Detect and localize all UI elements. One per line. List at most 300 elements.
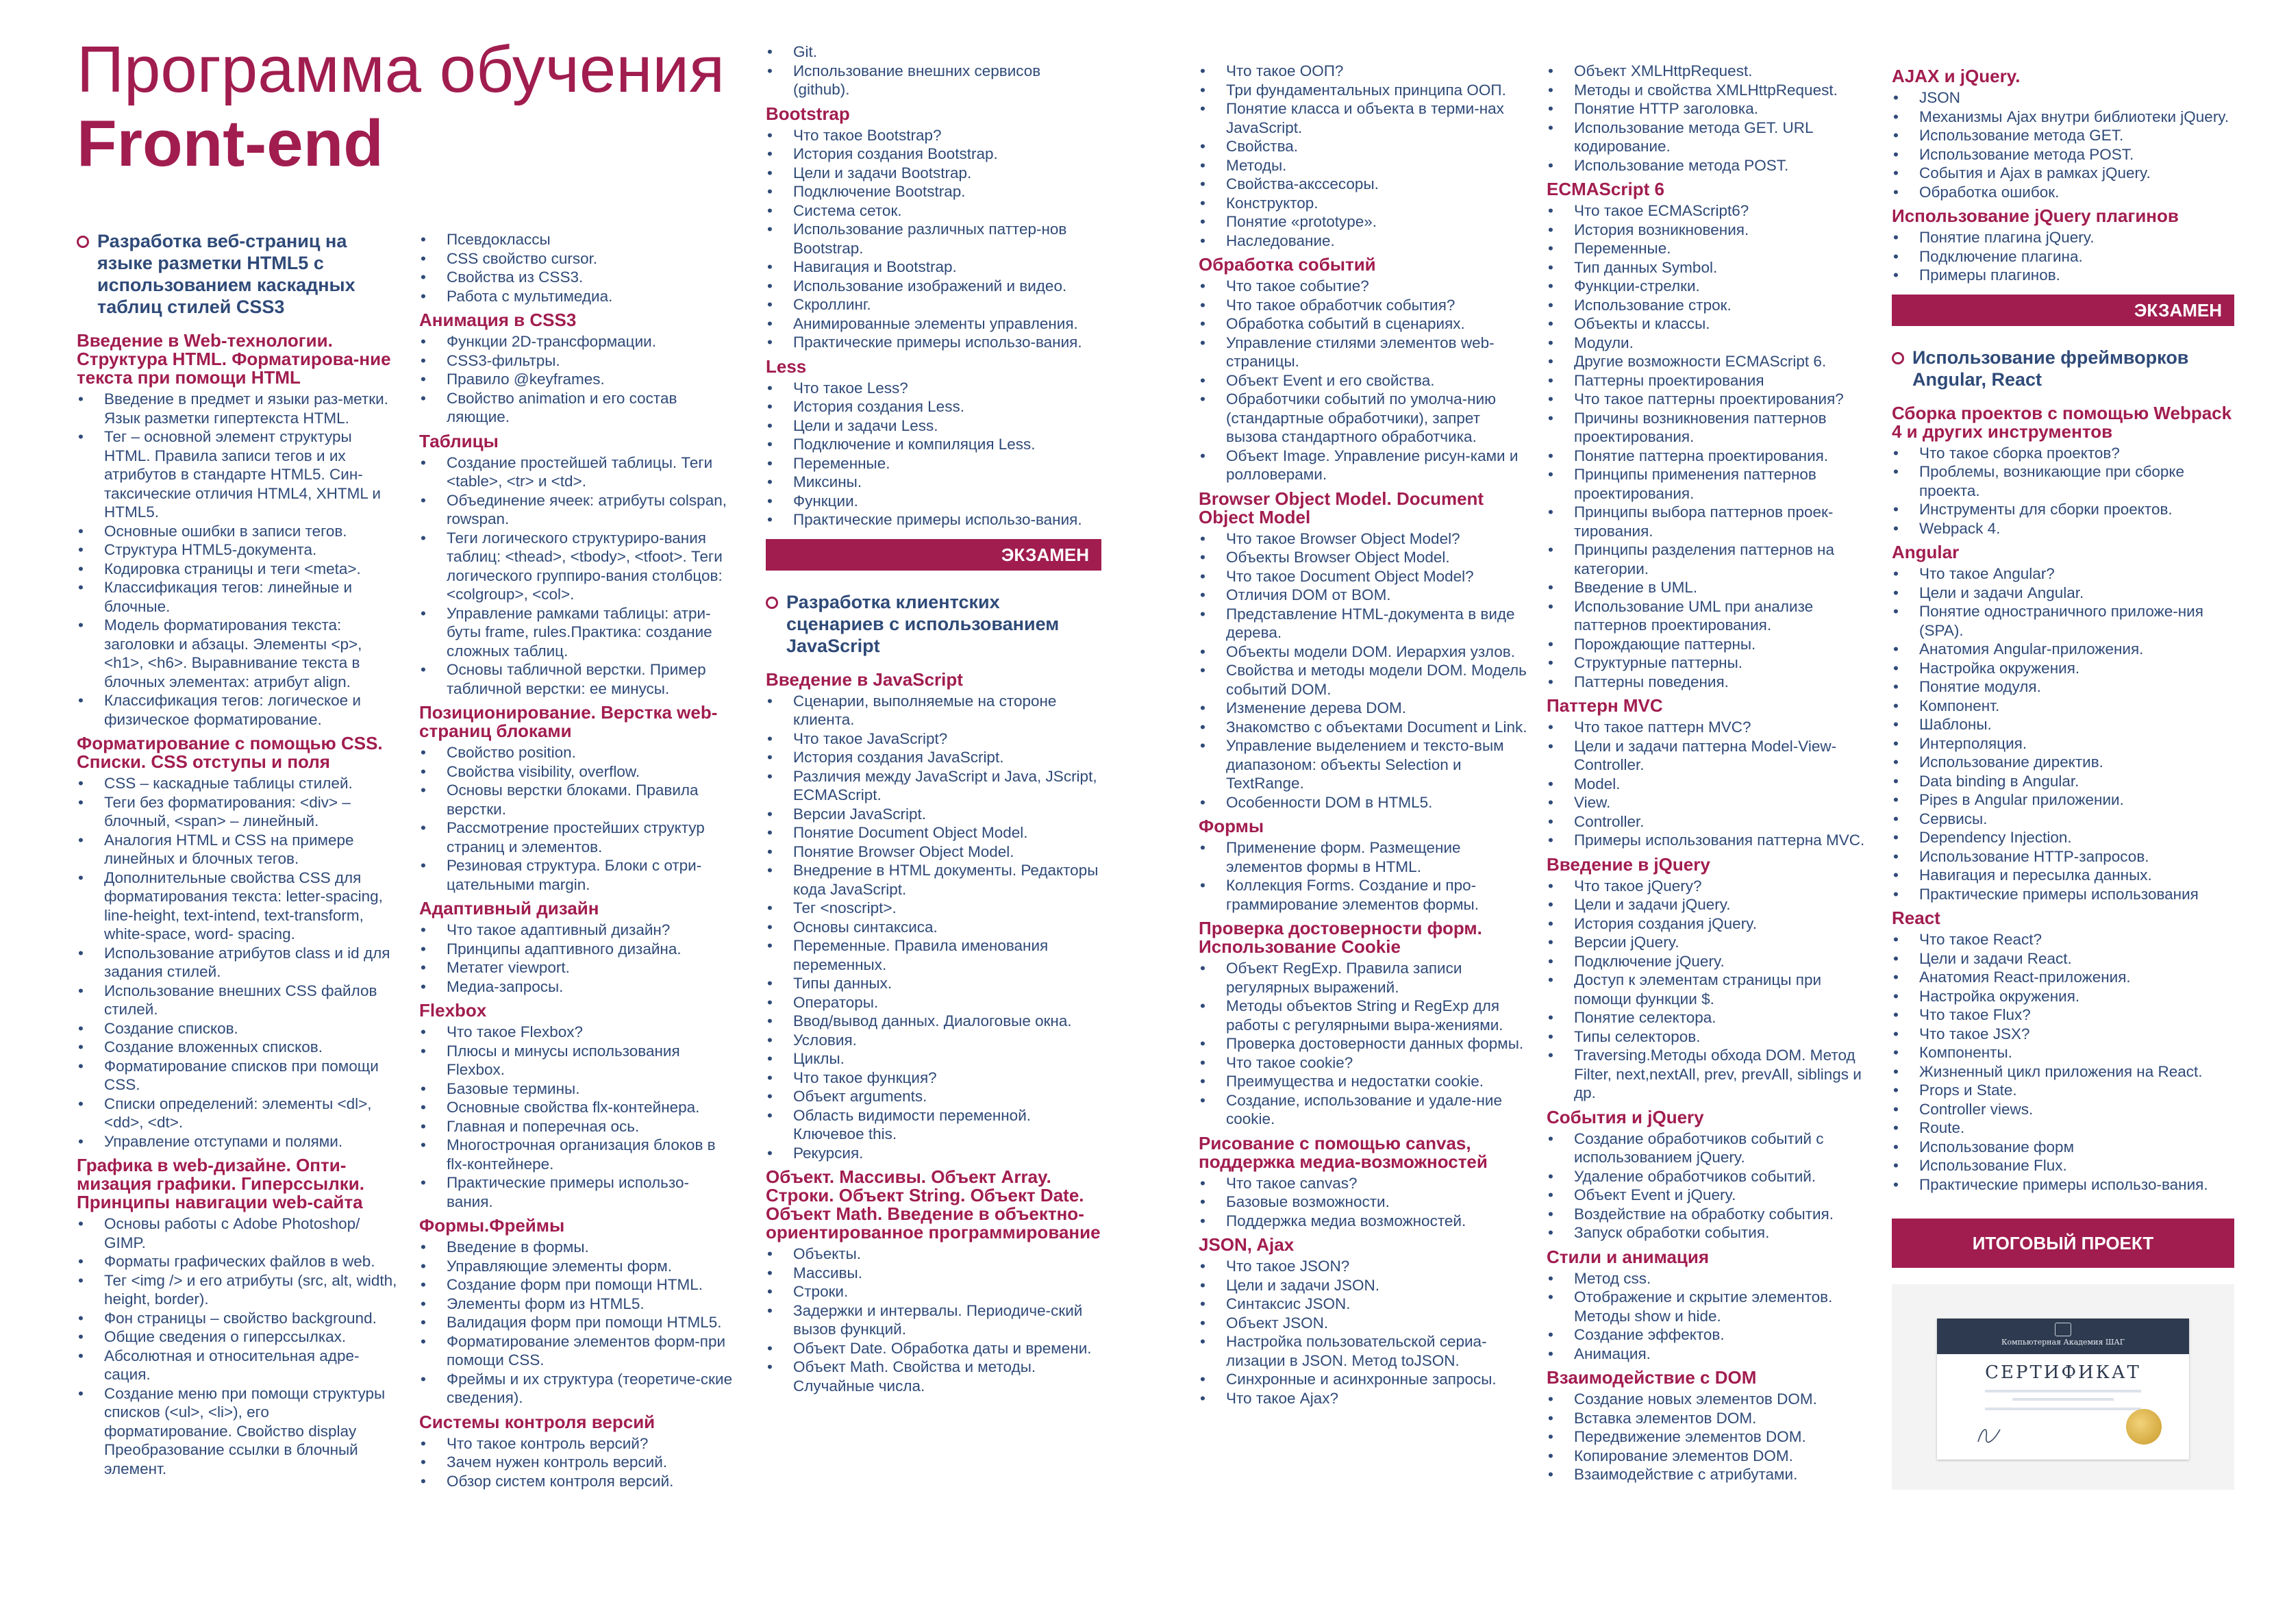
section-title: Таблицы — [419, 430, 499, 451]
section-title: Рисование с помощью canvas, поддержка медиа-возможностей — [1199, 1132, 1488, 1172]
topic-item: • Медиа-запросы. — [419, 977, 734, 997]
topic-item: • Методы. — [1199, 156, 1534, 175]
topic-item: • Model. — [1547, 775, 1882, 794]
topic-list — [419, 1434, 734, 1491]
topic-item: • Свойства и методы модели DOM. Модель событий DOM. — [1199, 661, 1534, 699]
topic-item: • Что такое Document Object Model? — [1199, 567, 1534, 586]
topic-item: • Что такое JavaScript? — [766, 729, 1101, 749]
topic-item: • Controller views. — [1892, 1100, 2234, 1119]
certificate-heading: СЕРТИФИКАТ — [1985, 1362, 2141, 1383]
topic-item: • Шаблоны. — [1892, 715, 2234, 734]
section-title: Графика в web-дизайне. Опти-мизация графики. Гиперссылки. Принципы навигации web-сайта — [77, 1155, 364, 1212]
section-title: Введение в jQuery — [1547, 853, 1710, 875]
topic-item: • История создания Bootstrap. — [766, 145, 1101, 164]
topic-list — [77, 1214, 399, 1478]
certificate-academy: Компьютерная Академия ШАГ — [2001, 1338, 2125, 1347]
topic-list — [1892, 228, 2234, 285]
topic-item: • Механизмы Ajax внутри библиотеки jQuery. — [1892, 108, 2234, 127]
topic-list — [419, 230, 734, 305]
topic-item: • Принципы разделения паттернов на категории. — [1547, 540, 1882, 578]
topic-item: • Вставка элементов DOM. — [1547, 1409, 1882, 1428]
topic-item: • Цели и задачи jQuery. — [1547, 895, 1882, 914]
topic-item: • Основные ошибки в записи тегов. — [77, 522, 399, 541]
topic-item: • Цели и задачи Less. — [766, 416, 1101, 436]
module-frameworks-title: Использование фреймворков Angular, React — [1892, 347, 2234, 390]
topic-item: • Запуск обработки события. — [1547, 1223, 1882, 1242]
topic-item: • Переменные. — [766, 454, 1101, 473]
topic-item: • История создания jQuery. — [1547, 914, 1882, 934]
topic-item: • Внедрение в HTML документы. Редакторы кода JavaScript. — [766, 861, 1101, 899]
topic-item: • Что такое сборка проектов? — [1892, 444, 2234, 463]
topic-item: • Использование Flux. — [1892, 1156, 2234, 1175]
topic-item: • История создания JavaScript. — [766, 748, 1101, 767]
topic-item: • Использование атрибутов class и id для задания стилей. — [77, 944, 399, 982]
topic-item: • Примеры плагинов. — [1892, 266, 2234, 285]
topic-item: • Создание новых элементов DOM. — [1547, 1390, 1882, 1409]
topic-item: • Наследование. — [1199, 232, 1534, 251]
topic-item: • Тег <noscript>. — [766, 899, 1101, 918]
topic-list — [1547, 877, 1882, 1103]
topic-item: • Навигация и Bootstrap. — [766, 258, 1101, 277]
topic-list — [419, 1238, 734, 1408]
topic-item: • Инструменты для сборки проектов. — [1892, 500, 2234, 519]
topic-item: • Использование UML при анализе паттернов проектирования. — [1547, 597, 1882, 635]
topic-item: • Что такое React? — [1892, 930, 2234, 949]
topic-item: • Компонент. — [1892, 697, 2234, 716]
topic-item: • Dependency Injection. — [1892, 828, 2234, 847]
topic-list — [1199, 959, 1534, 1129]
topic-item: • Что такое ECMAScript6? — [1547, 201, 1882, 221]
topic-item: • Псевдоклассы — [419, 230, 734, 249]
topic-list — [1547, 718, 1882, 850]
topic-item: • Тип данных Symbol. — [1547, 258, 1882, 277]
section-title: Паттерн MVC — [1547, 695, 1663, 716]
topic-item: • Задержки и интервалы. Периодиче-ский вызов функций. — [766, 1301, 1101, 1339]
topic-item: • Понятие HTTP заголовка. — [1547, 99, 1882, 118]
column-6 — [1892, 62, 2234, 1490]
topic-item: • Практические примеры использования — [1892, 885, 2234, 904]
topic-item: • Работа с мультимедиа. — [419, 287, 734, 306]
topic-item: • Понятие «prototype». — [1199, 212, 1534, 232]
topic-item: • Объект Math. Свойства и методы. Случайные числа. — [766, 1358, 1101, 1395]
topic-item: • Controller. — [1547, 812, 1882, 832]
topic-item: • Сервисы. — [1892, 810, 2234, 829]
topic-item: • Теги без форматирования: <div> – блочный, <span> – линейный. — [77, 793, 399, 831]
topic-item: • Списки определений: элементы <dl>, <dd>, <dt>. — [77, 1095, 399, 1132]
topic-item: • Основы верстки блоками. Правила верстки. — [419, 781, 734, 819]
topic-item: • Форматирование элементов форм-при помощи CSS. — [419, 1332, 734, 1370]
topic-item: • Что такое JSON? — [1199, 1257, 1534, 1276]
topic-item: • Знакомство с объектами Document и Link. — [1199, 718, 1534, 737]
topic-item: • Главная и поперечная ось. — [419, 1117, 734, 1136]
section-title: Позиционирование. Верстка web-страниц блоками — [419, 702, 718, 741]
section-title: Формы — [1199, 816, 1264, 836]
topic-item: • Props и State. — [1892, 1081, 2234, 1100]
column-4 — [1199, 62, 1534, 1412]
topic-list — [1892, 88, 2234, 201]
section-title: Системы контроля версий — [419, 1411, 655, 1432]
topic-item: • Настройка окружения. — [1892, 659, 2234, 678]
topic-item: • Подключение и компиляция Less. — [766, 435, 1101, 454]
gold-seal-icon — [2126, 1409, 2162, 1445]
topic-item: • Объект Date. Обработка даты и времени. — [766, 1339, 1101, 1358]
topic-item: • Объект Event и jQuery. — [1547, 1186, 1882, 1205]
topic-item: • Создание простейшей таблицы. Теги <table>, <tr> и <td>. — [419, 453, 734, 491]
topic-item: • Принципы применения паттернов проектирования. — [1547, 465, 1882, 503]
topic-list — [419, 1023, 734, 1211]
topic-item: • Создание форм при помощи HTML. — [419, 1275, 734, 1295]
section-title: Less — [766, 355, 807, 377]
exam-bar: ЭКЗАМЕН — [1892, 295, 2234, 326]
topic-item: • Поддержка медиа возможностей. — [1199, 1212, 1534, 1231]
topic-item: • Скроллинг. — [766, 295, 1101, 314]
module-javascript-title: Разработка клиентских сценариев с использованием JavaScript — [766, 591, 1101, 657]
topic-item: • Использование изображений и видео. — [766, 277, 1101, 296]
topic-item: • Массивы. — [766, 1264, 1101, 1283]
section-title: React — [1892, 908, 1940, 928]
topic-item: • Проблемы, возникающие при сборке проекта. — [1892, 462, 2234, 500]
topic-item: • Что такое Flexbox? — [419, 1023, 734, 1042]
topic-item: • Создание списков. — [77, 1019, 399, 1038]
certificate-header — [1937, 1319, 2189, 1354]
topic-list — [766, 42, 1101, 99]
topic-item: • Функции-стрелки. — [1547, 277, 1882, 296]
topic-item: • Что такое canvas? — [1199, 1174, 1534, 1193]
topic-list — [1199, 1257, 1534, 1408]
topic-item: • Что такое ООП? — [1199, 62, 1534, 81]
topic-item: • Применение форм. Размещение элементов формы в HTML. — [1199, 838, 1534, 876]
topic-item: • CSS3-фильтры. — [419, 351, 734, 371]
topic-item: • Управление рамками таблицы: атри-буты frame, rules.Практика: создание сложных таблиц. — [419, 604, 734, 661]
topic-item: • Изменение дерева DOM. — [1199, 699, 1534, 718]
topic-item: • Навигация и пересылка данных. — [1892, 866, 2234, 885]
certificate-card — [1937, 1319, 2189, 1460]
topic-item: • Основные свойства flx-контейнера. — [419, 1098, 734, 1117]
topic-item: • Синтаксис JSON. — [1199, 1295, 1534, 1314]
topic-item: • Свойства visibility, overflow. — [419, 762, 734, 782]
topic-item: • Многострочная организация блоков в flx-контейнере. — [419, 1136, 734, 1173]
topic-item: • Создание, использование и удале-ние cookie. — [1199, 1091, 1534, 1129]
topic-item: • Компоненты. — [1892, 1043, 2234, 1062]
sections-group — [766, 42, 1101, 529]
section-title: Формы.Фреймы — [419, 1215, 565, 1236]
topic-item: • Анимированные элементы управления. — [766, 314, 1101, 334]
topic-item: • Свойства-акссесоры. — [1199, 175, 1534, 194]
topic-item: • Обзор систем контроля версий. — [419, 1472, 734, 1491]
topic-list — [77, 390, 399, 729]
topic-item: • Понятие класса и объекта в терми-нах JavaScript. — [1199, 99, 1534, 137]
topic-item: • Объекты и классы. — [1547, 314, 1882, 334]
topic-item: • Версии JavaScript. — [766, 805, 1101, 824]
topic-list — [419, 743, 734, 894]
topic-item: • Основы табличной верстки. Пример табличной верстки: ее минусы. — [419, 660, 734, 698]
topic-item: • Плюсы и минусы использования Flexbox. — [419, 1042, 734, 1079]
section-title: Объект. Массивы. Объект Array. Строки. Объект String. Объект Date. Объект Math. Введение в объектно-ориентированное программирование — [766, 1166, 1101, 1242]
topic-item: • Переменные. Правила именования переменных. — [766, 936, 1101, 974]
topic-item: • Объект arguments. — [766, 1087, 1101, 1106]
section-title: JSON, Ajax — [1199, 1234, 1295, 1255]
topic-item: • Понятие модуля. — [1892, 677, 2234, 697]
topic-item: • Что такое cookie? — [1199, 1053, 1534, 1073]
topic-item: • Свойство animation и его состав ляющие. — [419, 389, 734, 427]
topic-item: • Управление стилями элементов web-страницы. — [1199, 334, 1534, 371]
topic-item: • Что такое Bootstrap? — [766, 126, 1101, 145]
topic-item: • Использование форм — [1892, 1138, 2234, 1157]
topic-item: • Что такое Ajax? — [1199, 1389, 1534, 1408]
topic-item: • Форматирование списков при помощи CSS. — [77, 1057, 399, 1095]
topic-list — [1547, 1269, 1882, 1364]
topic-item: • Версии jQuery. — [1547, 933, 1882, 952]
topic-item: • Общие сведения о гиперссылках. — [77, 1327, 399, 1347]
topic-item: • Что такое Angular? — [1892, 564, 2234, 584]
topic-item: • Введение в формы. — [419, 1238, 734, 1257]
topic-item: • CSS свойство cursor. — [419, 249, 734, 268]
section-title: Flexbox — [419, 1000, 487, 1021]
topic-item: • Использование различных паттер-нов Bootstrap. — [766, 220, 1101, 258]
topic-item: • Фреймы и их структура (теоретиче-ские сведения). — [419, 1370, 734, 1408]
topic-item: • События и Ajax в рамках jQuery. — [1892, 164, 2234, 183]
topic-list — [1199, 62, 1534, 250]
topic-item: • Цели и задачи Bootstrap. — [766, 164, 1101, 183]
sections-group — [1547, 62, 1882, 1484]
section-title: Angular — [1892, 542, 1960, 562]
topic-item: • Цели и задачи React. — [1892, 949, 2234, 969]
column-2 — [419, 230, 734, 1495]
topic-item: • Циклы. — [766, 1049, 1101, 1069]
topic-item: • Основы работы с Adobe Photoshop/ GIMP. — [77, 1214, 399, 1252]
section-title: Адаптивный дизайн — [419, 898, 599, 919]
topic-item: • Понятие Browser Object Model. — [766, 842, 1101, 862]
topic-item: • Строки. — [766, 1282, 1101, 1301]
topic-item: • Аналогия HTML и CSS на примере линейных и блочных тегов. — [77, 831, 399, 869]
topic-item: • Особенности DOM в HTML5. — [1199, 793, 1534, 812]
topic-item: • Настройка окружения. — [1892, 987, 2234, 1006]
topic-item: • Route. — [1892, 1119, 2234, 1138]
topic-item: • Введение в UML. — [1547, 578, 1882, 597]
topic-list — [766, 126, 1101, 352]
column-3 — [766, 42, 1101, 1399]
topic-list — [1892, 444, 2234, 538]
topic-item: • Создание меню при помощи структуры списков (<ul>, <li>), его форматирование. Свойство display Преобразование ссылки в блочный элемент. — [77, 1384, 399, 1479]
topic-item: • Понятие селектора. — [1547, 1008, 1882, 1027]
topic-item: • Что такое контроль версий? — [419, 1434, 734, 1453]
topic-item: • Правило @keyframes. — [419, 370, 734, 389]
topic-item: • Методы и свойства XMLHttpRequest. — [1547, 81, 1882, 100]
topic-item: • Анатомия React-приложения. — [1892, 968, 2234, 987]
topic-item: • Объект RegExp. Правила записи регулярных выражений. — [1199, 959, 1534, 997]
section-title: AJAX и jQuery. — [1892, 66, 2021, 86]
topic-item: • Что такое обработчик события? — [1199, 296, 1534, 315]
sections-group — [1892, 404, 2234, 1195]
topic-list — [419, 453, 734, 699]
topic-item: • Цели и задачи Angular. — [1892, 584, 2234, 603]
topic-item: • Классификация тегов: логическое и физическое форматирование. — [77, 691, 399, 729]
topic-item: • Валидация форм при помощи HTML5. — [419, 1313, 734, 1332]
topic-item: • Использование строк. — [1547, 296, 1882, 315]
topic-item: • Зачем нужен контроль версий. — [419, 1453, 734, 1472]
topic-item: • Свойства из CSS3. — [419, 268, 734, 287]
sections-group — [1199, 62, 1534, 1408]
topic-item: • Переменные. — [1547, 239, 1882, 258]
topic-item: • Понятие паттерна проектирования. — [1547, 447, 1882, 466]
topic-item: • Свойство position. — [419, 743, 734, 762]
section-title: Форматирование с помощью CSS. Списки. CSS отступы и поля — [77, 733, 383, 772]
topic-item: • Методы объектов String и RegExp для работы с регулярными выра-жениями. — [1199, 997, 1534, 1034]
topic-item: • Порождающие паттерны. — [1547, 635, 1882, 654]
topic-item: • Копирование элементов DOM. — [1547, 1447, 1882, 1466]
topic-item: • Передвижение элементов DOM. — [1547, 1427, 1882, 1447]
topic-item: • Практические примеры использо-вания. — [1892, 1175, 2234, 1195]
topic-item: • Использование внешних сервисов (github). — [766, 62, 1101, 99]
topic-item: • Абсолютная и относительная адре-сация. — [77, 1347, 399, 1384]
certificate-text-line — [1985, 1390, 2141, 1392]
topic-item: • Удаление обработчиков событий. — [1547, 1167, 1882, 1186]
topic-item: • Модель форматирования текста: заголовки и абзацы. Элементы <p>, <h1>, <h6>. Выравнивание текста в блочных элементах: атрибут align. — [77, 616, 399, 691]
topic-item: • Data binding в Angular. — [1892, 772, 2234, 791]
page-title — [77, 33, 725, 181]
section-title: Проверка достоверности форм. Использование Cookie — [1199, 918, 1482, 957]
sections-group — [1892, 67, 2234, 285]
certificate-text-line — [1985, 1408, 2141, 1410]
topic-item: • Цели и задачи паттерна Model-View-Controller. — [1547, 737, 1882, 775]
topic-item: • Резиновая структура. Блоки с отри-цательными margin. — [419, 856, 734, 894]
topic-item: • Другие возможности ECMAScript 6. — [1547, 352, 1882, 371]
topic-item: • Создание эффектов. — [1547, 1325, 1882, 1345]
topic-item: • Цели и задачи JSON. — [1199, 1276, 1534, 1295]
topic-item: • Тег <img /> и его атрибуты (src, alt, width, height, border). — [77, 1271, 399, 1309]
topic-item: • Объекты модели DOM. Иерархия узлов. — [1199, 642, 1534, 662]
topic-item: • Webpack 4. — [1892, 519, 2234, 538]
topic-item: • Функции. — [766, 492, 1101, 511]
topic-item: • Что такое Flux? — [1892, 1005, 2234, 1025]
topic-item: • Метатег viewport. — [419, 958, 734, 977]
topic-item: • Конструктор. — [1199, 194, 1534, 213]
topic-list — [1892, 930, 2234, 1194]
topic-item: • Что такое jQuery? — [1547, 877, 1882, 896]
topic-item: • CSS – каскадные таблицы стилей. — [77, 774, 399, 793]
topic-item: • Коллекция Forms. Создание и про-граммирование элементов формы. — [1199, 876, 1534, 914]
topic-item: • Представление HTML-документа в виде дерева. — [1199, 605, 1534, 642]
certificate-text-line — [2012, 1398, 2114, 1401]
topic-list — [766, 379, 1101, 529]
topic-item: • Подключение плагина. — [1892, 247, 2234, 266]
topic-item: • Pipes в Angular приложении. — [1892, 790, 2234, 810]
topic-item: • Паттерны проектирования — [1547, 371, 1882, 390]
topic-item: • Git. — [766, 42, 1101, 62]
topic-item: • Типы селекторов. — [1547, 1027, 1882, 1047]
topic-item: • Фон страницы – свойство background. — [77, 1309, 399, 1328]
topic-item: • Базовые термины. — [419, 1079, 734, 1099]
topic-list — [1547, 1390, 1882, 1484]
topic-item: • Дополнительные свойства CSS для форматирования текста: letter-spacing, line-height, text-intend, text-transform, white-space, word- spacing. — [77, 869, 399, 944]
topic-item: • Использование метода POST. — [1892, 145, 2234, 164]
topic-item: • Объекты. — [766, 1245, 1101, 1264]
topic-item: • Структурные паттерны. — [1547, 653, 1882, 673]
topic-item: • Использование внешних CSS файлов стилей. — [77, 982, 399, 1019]
topic-item: • Основы синтаксиса. — [766, 918, 1101, 937]
topic-item: • Примеры использования паттерна MVC. — [1547, 831, 1882, 850]
topic-item: • Проверка достоверности данных формы. — [1199, 1034, 1534, 1053]
topic-item: • Преимущества и недостатки cookie. — [1199, 1072, 1534, 1091]
topic-item: • Операторы. — [766, 993, 1101, 1012]
topic-item: • Объект Image. Управление рисун-ками и ролловерами. — [1199, 447, 1534, 484]
topic-item: • Элементы форм из HTML5. — [419, 1295, 734, 1314]
section-title: Анимация в CSS3 — [419, 310, 577, 330]
topic-item: • Объекты Browser Object Model. — [1199, 548, 1534, 567]
topic-item: • Анатомия Angular-приложения. — [1892, 640, 2234, 659]
section-title: Введение в JavaScript — [766, 669, 963, 690]
topic-item: • Объект JSON. — [1199, 1314, 1534, 1333]
section-title: Browser Object Model. Document Object Model — [1199, 488, 1484, 527]
section-title: Взаимодействие с DOM — [1547, 1367, 1757, 1388]
topic-item: • Практические примеры использо-вания. — [766, 510, 1101, 529]
topic-item: • Управляющие элементы форм. — [419, 1257, 734, 1276]
sections-group — [419, 230, 734, 1490]
topic-item: • Что такое Less? — [766, 379, 1101, 398]
topic-item: • Обработчики событий по умолча-нию (стандартные обработчики), запрет вызова стандартного обработчика. — [1199, 390, 1534, 447]
topic-item: • Рассмотрение простейших структур страниц и элементов. — [419, 819, 734, 856]
topic-item: • Синхронные и асинхронные запросы. — [1199, 1370, 1534, 1389]
topic-item: • Метод css. — [1547, 1269, 1882, 1288]
module-html-css-title: Разработка веб-страниц на языке разметки HTML5 с использованием каскадных таблиц стилей CSS3 — [77, 230, 399, 318]
topic-item: • Жизненный цикл приложения на React. — [1892, 1062, 2234, 1082]
topic-item: • История возникновения. — [1547, 221, 1882, 240]
topic-item: • Обработка событий в сценариях. — [1199, 314, 1534, 334]
topic-item: • Понятие одностраничного приложе-ния (SPA). — [1892, 602, 2234, 640]
topic-item: • Понятие Document Object Model. — [766, 823, 1101, 842]
topic-item: • История создания Less. — [766, 397, 1101, 416]
page-title-line1: Программа обучения — [77, 33, 725, 106]
topic-list — [419, 332, 734, 427]
topic-item: • Форматы графических файлов в web. — [77, 1252, 399, 1271]
section-title: Стили и анимация — [1547, 1246, 1710, 1267]
topic-item: • Что такое функция? — [766, 1069, 1101, 1088]
sections-group — [77, 332, 399, 1478]
topic-item: • Условия. — [766, 1031, 1101, 1050]
sections-group — [766, 671, 1101, 1396]
topic-item: • Различия между JavaScript и Java, JScript, ECMAScript. — [766, 767, 1101, 805]
topic-item: • Управление отступами и полями. — [77, 1132, 399, 1151]
certificate-preview — [1892, 1284, 2234, 1490]
topic-list — [1892, 564, 2234, 903]
topic-item: • Создание обработчиков событий с использованием jQuery. — [1547, 1129, 1882, 1167]
topic-item: • Отличия DOM от BOM. — [1199, 586, 1534, 605]
topic-item: • Ввод/вывод данных. Диалоговые окна. — [766, 1012, 1101, 1031]
topic-item: • JSON — [1892, 88, 2234, 108]
topic-list — [1199, 838, 1534, 914]
topic-item: • Структура HTML5-документа. — [77, 540, 399, 560]
topic-item: • Система сеток. — [766, 201, 1101, 221]
topic-item: • Создание вложенных списков. — [77, 1038, 399, 1057]
topic-item: • Анимация. — [1547, 1345, 1882, 1364]
final-project-bar: ИТОГОВЫЙ ПРОЕКТ — [1892, 1219, 2234, 1268]
signature-icon — [1975, 1421, 2003, 1446]
topic-item: • Объект XMLHttpRequest. — [1547, 62, 1882, 81]
topic-item: • Что такое паттерн MVC? — [1547, 718, 1882, 737]
section-title: Сборка проектов с помощью Webpack 4 и других инструментов — [1892, 402, 2232, 442]
topic-list — [766, 692, 1101, 1163]
topic-item: • Причины возникновения паттернов проектирования. — [1547, 409, 1882, 447]
topic-item: • Использование метода POST. — [1547, 156, 1882, 175]
topic-list — [1199, 529, 1534, 812]
topic-item: • Настройка пользовательской сериа-лизации в JSON. Метод toJSON. — [1199, 1332, 1534, 1370]
topic-item: • Паттерны поведения. — [1547, 673, 1882, 692]
topic-item: • Теги логического структуриро-вания таблиц: <thead>, <tbody>, <tfoot>. Теги логического группиро-вания столбцов: <colgroup>, <col>. — [419, 529, 734, 604]
section-title: ECMAScript 6 — [1547, 179, 1664, 199]
topic-item: • Что такое JSX? — [1892, 1025, 2234, 1044]
page-title-line2: Front-end — [77, 107, 384, 180]
topic-item: • Практические примеры использо-вания. — [419, 1173, 734, 1211]
